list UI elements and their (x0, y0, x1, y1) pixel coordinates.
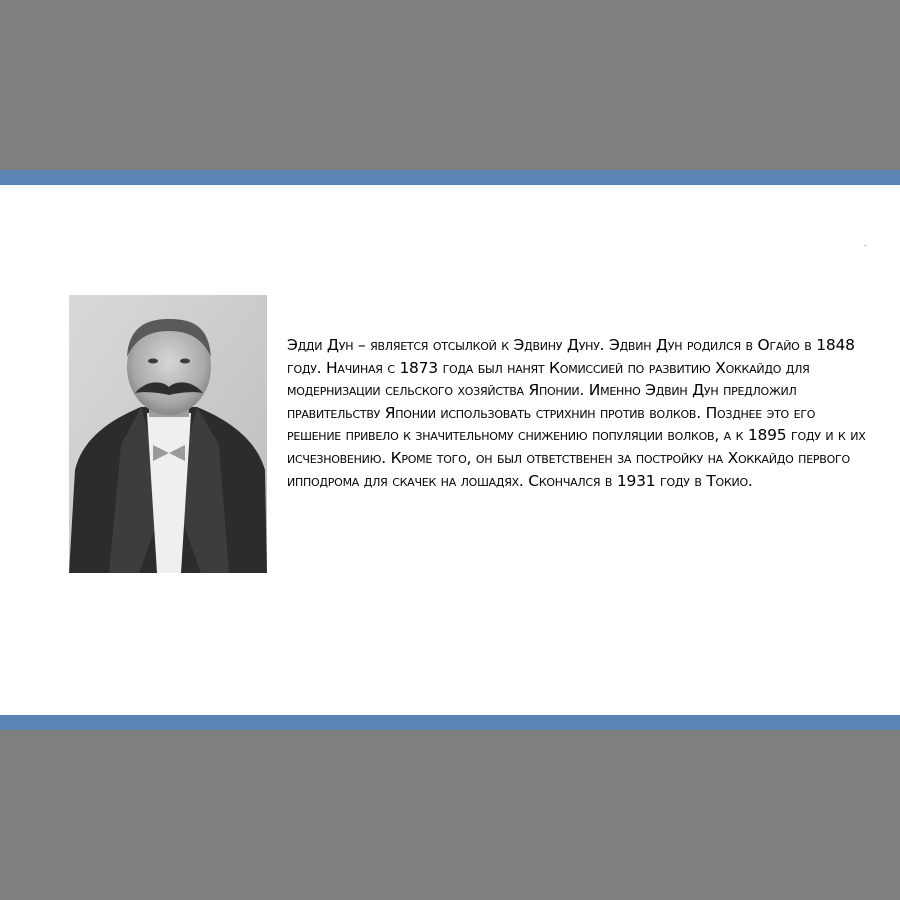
biography-text: Эдди Дун – является отсылкой к Эдвину Дуну. Эдвин Дун родился в Огайо в 1848 году. Начиная с 1873 года был нанят Комиссией по развитию Хоккайдо для модернизации сельского хозяйства Японии. Именно Эдвин Дун предложил правительству Японии использовать стрихнин против волков. Позднее это его решение привело к значительному снижению популяции волков, а к 1895 году и к их исчезновению. Кроме того, он был ответственен за постройку на Хоккайдо первого ипподрома для скачек на лошадях. Скончался в 1931 году в Токио. (287, 336, 866, 490)
top-blue-stripe (0, 170, 900, 185)
top-gray-band (0, 0, 900, 170)
portrait-image (69, 295, 267, 573)
bottom-blue-stripe (0, 715, 900, 730)
bottom-gray-band (0, 730, 900, 900)
content-panel (0, 185, 900, 715)
portrait-photo (69, 295, 267, 573)
decorative-speck (864, 245, 867, 246)
